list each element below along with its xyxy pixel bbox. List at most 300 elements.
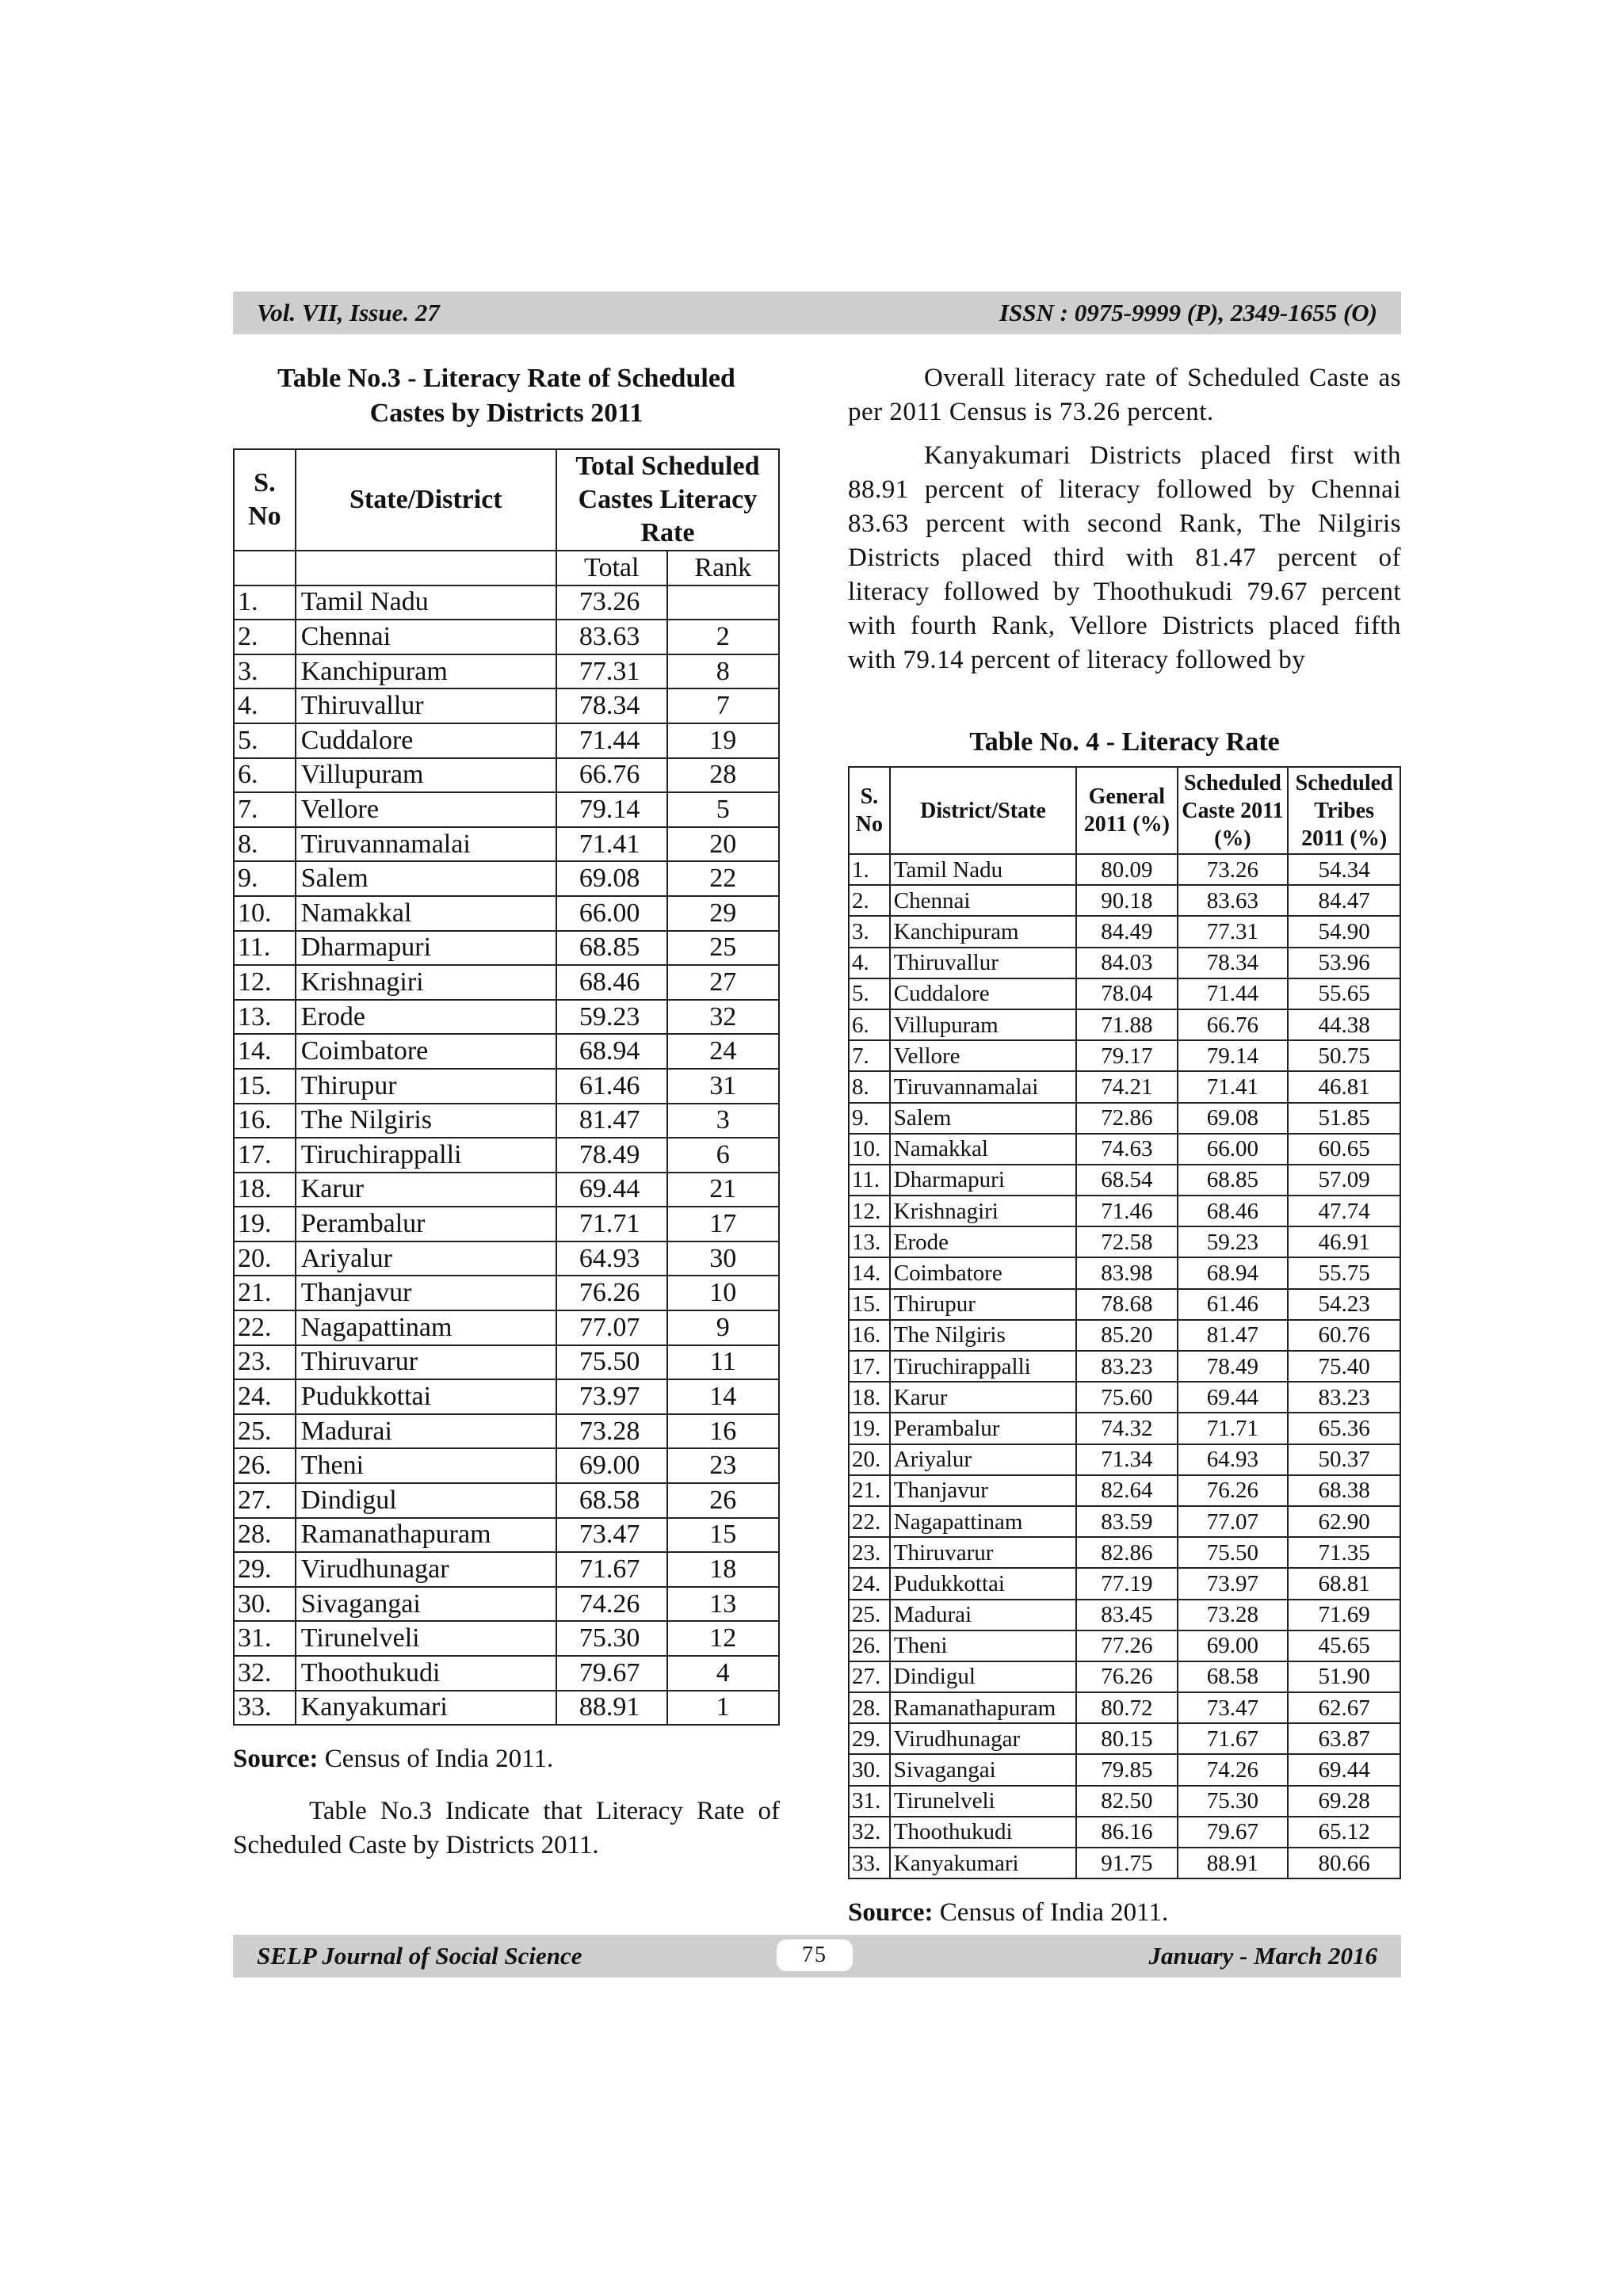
table4-cell-sno: 7. — [849, 1040, 890, 1071]
table4-cell-st: 71.69 — [1288, 1600, 1400, 1630]
table4-header-row — [849, 767, 1400, 854]
table3-row — [234, 654, 779, 689]
page-number: 75 — [777, 1939, 853, 1971]
table4-cell-st: 54.23 — [1288, 1289, 1400, 1320]
table4-cell-sc: 83.63 — [1178, 885, 1289, 916]
table4-cell-sno: 9. — [849, 1103, 890, 1134]
table4-cell-sno: 10. — [849, 1134, 890, 1165]
table4-header-sno: S. No — [849, 767, 890, 854]
table3-row — [234, 827, 779, 862]
table4-row — [849, 1351, 1400, 1382]
table3-cell-sno: 9. — [234, 861, 296, 896]
table3-row — [234, 1276, 779, 1310]
table3-cell-district: Karur — [296, 1173, 556, 1207]
table4-cell-sc: 76.26 — [1178, 1475, 1289, 1506]
table3-row — [234, 1448, 779, 1483]
table3-cell-sno: 2. — [234, 620, 296, 654]
table4-cell-district: Thanjavur — [890, 1475, 1076, 1506]
table3-cell-district: Thanjavur — [296, 1276, 556, 1310]
table4-cell-general: 72.86 — [1076, 1103, 1177, 1134]
table3-cell-total: 71.41 — [556, 827, 667, 862]
table3-row — [234, 931, 779, 966]
table4-row — [849, 1071, 1400, 1102]
table3-row — [234, 896, 779, 931]
table3-cell-rank: 15 — [667, 1518, 779, 1553]
journal-name: SELP Journal of Social Science — [257, 1942, 582, 1970]
table3-cell-rank: 5 — [667, 792, 779, 827]
table3-cell-district: Villupuram — [296, 758, 556, 793]
table3-cell-total: 83.63 — [556, 620, 667, 654]
table4-cell-general: 83.45 — [1076, 1600, 1177, 1630]
table4-cell-general: 75.60 — [1076, 1382, 1177, 1413]
table3-cell-total: 68.94 — [556, 1034, 667, 1069]
table3-cell-rank: 11 — [667, 1345, 779, 1380]
table3-cell-district: Thirupur — [296, 1069, 556, 1104]
table3-row — [234, 1034, 779, 1069]
table3-cell-sno: 30. — [234, 1587, 296, 1622]
table3-cell-total: 68.58 — [556, 1483, 667, 1518]
table3-cell-total: 68.46 — [556, 965, 667, 1000]
table4-header-st: Scheduled Tribes 2011 (%) — [1288, 767, 1400, 854]
table4-cell-district: Thiruvarur — [890, 1537, 1076, 1568]
table3-cell-total: 71.44 — [556, 723, 667, 758]
table3-cell-sno: 6. — [234, 758, 296, 793]
table4-cell-st: 44.38 — [1288, 1009, 1400, 1040]
table3-cell-rank: 14 — [667, 1379, 779, 1414]
table3-cell-sno: 29. — [234, 1552, 296, 1587]
table4-cell-general: 71.34 — [1076, 1444, 1177, 1475]
table3-cell-sno: 19. — [234, 1207, 296, 1241]
table3-cell-rank: 22 — [667, 861, 779, 896]
table4-body — [849, 854, 1400, 1878]
table3-cell-rank: 1 — [667, 1691, 779, 1726]
table4-source: Source: Census of India 2011. — [848, 1898, 1169, 1928]
table3-header-sno: S. No — [234, 449, 296, 551]
table4-row — [849, 1040, 1400, 1071]
table3-cell-sno: 11. — [234, 931, 296, 966]
table4-cell-district: Dindigul — [890, 1661, 1076, 1692]
table3-cell-district: Ariyalur — [296, 1241, 556, 1276]
table4-cell-st: 57.09 — [1288, 1165, 1400, 1196]
table3-cell-rank: 13 — [667, 1587, 779, 1622]
table3-cell-total: 75.30 — [556, 1621, 667, 1656]
table4-cell-general: 79.17 — [1076, 1040, 1177, 1071]
table3-cell-rank: 30 — [667, 1241, 779, 1276]
table3-cell-district: Thiruvallur — [296, 688, 556, 723]
table3-cell-total: 74.26 — [556, 1587, 667, 1622]
table4-cell-general: 72.58 — [1076, 1226, 1177, 1257]
table4-row — [849, 1600, 1400, 1630]
table4-cell-sno: 23. — [849, 1537, 890, 1568]
table4-row — [849, 1009, 1400, 1040]
table4-cell-st: 83.23 — [1288, 1382, 1400, 1413]
table4-cell-sno: 4. — [849, 948, 890, 978]
table4-cell-general: 83.59 — [1076, 1506, 1177, 1537]
table3-cell-rank: 9 — [667, 1310, 779, 1345]
table4-row — [849, 1630, 1400, 1661]
table4-cell-general: 77.26 — [1076, 1630, 1177, 1661]
table4-cell-district: Chennai — [890, 885, 1076, 916]
table4-row — [849, 948, 1400, 978]
table3-row — [234, 1379, 779, 1414]
table3-cell-sno: 23. — [234, 1345, 296, 1380]
table4-cell-sno: 13. — [849, 1226, 890, 1257]
table4-cell-general: 82.86 — [1076, 1537, 1177, 1568]
table3 — [233, 448, 780, 1726]
table3-cell-sno: 28. — [234, 1518, 296, 1553]
table4-cell-district: Tiruchirappalli — [890, 1351, 1076, 1382]
table4-cell-general: 86.16 — [1076, 1817, 1177, 1848]
table4-row — [849, 885, 1400, 916]
table4-cell-sno: 25. — [849, 1600, 890, 1630]
table4-cell-district: Thoothukudi — [890, 1817, 1076, 1848]
table4-cell-st: 84.47 — [1288, 885, 1400, 916]
table4-cell-general: 91.75 — [1076, 1848, 1177, 1878]
table3-row — [234, 1207, 779, 1241]
table3-cell-sno: 27. — [234, 1483, 296, 1518]
table3-row — [234, 723, 779, 758]
table4-cell-sc: 73.28 — [1178, 1600, 1289, 1630]
table3-cell-total: 68.85 — [556, 931, 667, 966]
table4 — [848, 766, 1401, 1879]
table4-cell-sc: 78.34 — [1178, 948, 1289, 978]
table4-cell-general: 71.46 — [1076, 1196, 1177, 1226]
table4-cell-sno: 29. — [849, 1723, 890, 1754]
table3-cell-sno: 17. — [234, 1138, 296, 1173]
table4-cell-sc: 71.71 — [1178, 1413, 1289, 1444]
table4-cell-sno: 12. — [849, 1196, 890, 1226]
table4-cell-st: 60.76 — [1288, 1320, 1400, 1351]
table3-cell-district: Tiruchirappalli — [296, 1138, 556, 1173]
table4-cell-general: 79.85 — [1076, 1754, 1177, 1785]
table3-row — [234, 1104, 779, 1138]
table4-cell-district: Tamil Nadu — [890, 854, 1076, 885]
table3-cell-total: 73.26 — [556, 585, 667, 620]
right-paragraph-2: Kanyakumari Districts placed first with 88.91 percent of literacy followed by Chennai 83.63 percent with second Rank, The Nilgiris Districts placed third with 81.47 percent of literacy followed by Thoothukudi 79.67 percent with fourth Rank, Vellore Districts placed fifth with 79.14 percent of literacy followed by — [848, 441, 1401, 674]
table3-cell-rank: 25 — [667, 931, 779, 966]
table3-cell-rank: 12 — [667, 1621, 779, 1656]
table3-cell-rank: 19 — [667, 723, 779, 758]
table4-cell-st: 68.81 — [1288, 1568, 1400, 1599]
table3-cell-sno: 26. — [234, 1448, 296, 1483]
volume-issue: Vol. VII, Issue. 27 — [257, 299, 440, 326]
table4-cell-district: Namakkal — [890, 1134, 1076, 1165]
table3-cell-sno: 5. — [234, 723, 296, 758]
table4-cell-district: Virudhunagar — [890, 1723, 1076, 1754]
table4-cell-district: Tirunelveli — [890, 1786, 1076, 1817]
table3-cell-district: Erode — [296, 1000, 556, 1035]
table4-cell-district: Kanchipuram — [890, 916, 1076, 947]
table3-row — [234, 1345, 779, 1380]
table4-cell-st: 55.75 — [1288, 1257, 1400, 1288]
table3-cell-total: 69.00 — [556, 1448, 667, 1483]
table3-cell-rank: 2 — [667, 620, 779, 654]
table4-cell-sc: 79.14 — [1178, 1040, 1289, 1071]
table3-cell-total: 75.50 — [556, 1345, 667, 1380]
table3-cell-total: 78.34 — [556, 688, 667, 723]
table3-cell-district: Theni — [296, 1448, 556, 1483]
table4-cell-sno: 6. — [849, 1009, 890, 1040]
table4-cell-sc: 69.00 — [1178, 1630, 1289, 1661]
table4-row — [849, 1257, 1400, 1288]
table4-cell-st: 45.65 — [1288, 1630, 1400, 1661]
table3-header-rank: Rank — [667, 551, 779, 585]
table4-cell-st: 54.90 — [1288, 916, 1400, 947]
table4-cell-sc: 68.58 — [1178, 1661, 1289, 1692]
table4-header-district: District/State — [890, 767, 1076, 854]
table4-cell-district: Erode — [890, 1226, 1076, 1257]
table4-row — [849, 1692, 1400, 1723]
table4-row — [849, 1817, 1400, 1848]
table4-cell-st: 71.35 — [1288, 1537, 1400, 1568]
table4-row — [849, 1289, 1400, 1320]
table3-cell-rank: 23 — [667, 1448, 779, 1483]
table4-cell-sno: 3. — [849, 916, 890, 947]
table4-row — [849, 1754, 1400, 1785]
table4-cell-sc: 77.07 — [1178, 1506, 1289, 1537]
table3-row — [234, 861, 779, 896]
table4-cell-general: 74.32 — [1076, 1413, 1177, 1444]
table3-cell-sno: 16. — [234, 1104, 296, 1138]
table4-cell-sno: 2. — [849, 885, 890, 916]
table4-row — [849, 916, 1400, 947]
table4-cell-sno: 32. — [849, 1817, 890, 1848]
table4-cell-general: 74.21 — [1076, 1071, 1177, 1102]
table4-cell-sc: 75.30 — [1178, 1786, 1289, 1817]
table4-cell-st: 54.34 — [1288, 854, 1400, 885]
table3-cell-sno: 20. — [234, 1241, 296, 1276]
table3-row — [234, 585, 779, 620]
table4-row — [849, 978, 1400, 1009]
table4-cell-sno: 19. — [849, 1413, 890, 1444]
table3-cell-district: Krishnagiri — [296, 965, 556, 1000]
table4-cell-sno: 22. — [849, 1506, 890, 1537]
table4-cell-st: 65.12 — [1288, 1817, 1400, 1848]
table3-row — [234, 1414, 779, 1449]
table3-row — [234, 1587, 779, 1622]
table4-row — [849, 1848, 1400, 1878]
table4-cell-st: 62.67 — [1288, 1692, 1400, 1723]
table4-row — [849, 1165, 1400, 1196]
table4-row — [849, 1786, 1400, 1817]
table3-cell-rank: 10 — [667, 1276, 779, 1310]
table4-cell-sc: 73.97 — [1178, 1568, 1289, 1599]
table4-cell-sno: 17. — [849, 1351, 890, 1382]
table4-cell-district: Vellore — [890, 1040, 1076, 1071]
table3-cell-sno: 25. — [234, 1414, 296, 1449]
table3-cell-district: Nagapattinam — [296, 1310, 556, 1345]
table3-cell-total: 66.00 — [556, 896, 667, 931]
table4-cell-sc: 69.08 — [1178, 1103, 1289, 1134]
table4-cell-district: Ramanathapuram — [890, 1692, 1076, 1723]
left-paragraph: Table No.3 Indicate that Literacy Rate of Scheduled Caste by Districts 2011. — [233, 1797, 780, 1860]
table4-cell-district: Cuddalore — [890, 978, 1076, 1009]
table4-cell-sc: 88.91 — [1178, 1848, 1289, 1878]
table4-cell-sc: 75.50 — [1178, 1537, 1289, 1568]
table4-cell-district: Thiruvallur — [890, 948, 1076, 978]
table3-cell-rank: 7 — [667, 688, 779, 723]
table3-cell-district: Coimbatore — [296, 1034, 556, 1069]
table3-cell-district: Dharmapuri — [296, 931, 556, 966]
table3-cell-total: 61.46 — [556, 1069, 667, 1104]
table4-cell-st: 53.96 — [1288, 948, 1400, 978]
table3-cell-rank: 20 — [667, 827, 779, 862]
table4-header-sc: Scheduled Caste 2011 (%) — [1178, 767, 1289, 854]
table3-cell-total: 79.14 — [556, 792, 667, 827]
table3-cell-rank: 27 — [667, 965, 779, 1000]
table4-row — [849, 1723, 1400, 1754]
table4-cell-sc: 59.23 — [1178, 1226, 1289, 1257]
table3-cell-rank: 18 — [667, 1552, 779, 1587]
table3-cell-total: 71.71 — [556, 1207, 667, 1241]
table4-cell-general: 84.03 — [1076, 948, 1177, 978]
table4-cell-sc: 73.47 — [1178, 1692, 1289, 1723]
table3-row — [234, 1691, 779, 1726]
table4-cell-sc: 81.47 — [1178, 1320, 1289, 1351]
table3-cell-district: Pudukkottai — [296, 1379, 556, 1414]
table3-row — [234, 1138, 779, 1173]
left-column — [233, 361, 780, 1863]
table3-cell-district: Ramanathapuram — [296, 1518, 556, 1553]
table3-cell-rank: 28 — [667, 758, 779, 793]
table4-row — [849, 1382, 1400, 1413]
table4-cell-sno: 30. — [849, 1754, 890, 1785]
table4-cell-district: Ariyalur — [890, 1444, 1076, 1475]
table3-row — [234, 620, 779, 654]
table3-cell-total: 88.91 — [556, 1691, 667, 1726]
table4-cell-district: Nagapattinam — [890, 1506, 1076, 1537]
table3-row — [234, 965, 779, 1000]
table3-cell-district: Virudhunagar — [296, 1552, 556, 1587]
table3-row — [234, 1241, 779, 1276]
table3-cell-district: Sivagangai — [296, 1587, 556, 1622]
table4-cell-general: 80.15 — [1076, 1723, 1177, 1754]
table3-cell-rank — [667, 585, 779, 620]
table3-cell-total: 66.76 — [556, 758, 667, 793]
table4-cell-sno: 14. — [849, 1257, 890, 1288]
table3-header-group: Total Scheduled Castes Literacy Rate — [556, 449, 779, 551]
table3-cell-sno: 1. — [234, 585, 296, 620]
table3-caption: Table No.3 - Literacy Rate of Scheduled Castes by Districts 2011 — [277, 364, 735, 428]
table4-cell-st: 46.91 — [1288, 1226, 1400, 1257]
table4-cell-district: Pudukkottai — [890, 1568, 1076, 1599]
issue-date: January - March 2016 — [1148, 1942, 1377, 1970]
table4-cell-st: 60.65 — [1288, 1134, 1400, 1165]
table4-caption: Table No. 4 - Literacy Rate — [969, 727, 1280, 757]
table3-cell-rank: 21 — [667, 1173, 779, 1207]
table3-subheader-row — [234, 551, 779, 585]
table3-cell-sno: 4. — [234, 688, 296, 723]
table3-subheader-blank — [234, 551, 296, 585]
table3-cell-sno: 21. — [234, 1276, 296, 1310]
table4-cell-sno: 33. — [849, 1848, 890, 1878]
table3-row — [234, 1000, 779, 1035]
table3-cell-rank: 8 — [667, 654, 779, 689]
right-paragraph-1: Overall literacy rate of Scheduled Caste as per 2011 Census is 73.26 percent. — [848, 364, 1401, 426]
table3-cell-sno: 7. — [234, 792, 296, 827]
table3-body — [234, 585, 779, 1726]
table4-cell-district: Perambalur — [890, 1413, 1076, 1444]
table4-cell-general: 85.20 — [1076, 1320, 1177, 1351]
table3-cell-sno: 8. — [234, 827, 296, 862]
right-column — [848, 361, 1401, 1928]
table3-cell-sno: 32. — [234, 1656, 296, 1691]
table4-cell-general: 83.98 — [1076, 1257, 1177, 1288]
table3-cell-rank: 32 — [667, 1000, 779, 1035]
table4-cell-general: 82.50 — [1076, 1786, 1177, 1817]
table3-cell-sno: 18. — [234, 1173, 296, 1207]
table3-cell-district: Dindigul — [296, 1483, 556, 1518]
table4-cell-general: 82.64 — [1076, 1475, 1177, 1506]
table4-row — [849, 1196, 1400, 1226]
table3-cell-total: 59.23 — [556, 1000, 667, 1035]
table3-cell-district: Namakkal — [296, 896, 556, 931]
table4-row — [849, 1103, 1400, 1134]
table4-cell-general: 74.63 — [1076, 1134, 1177, 1165]
table4-cell-general: 77.19 — [1076, 1568, 1177, 1599]
table4-cell-district: The Nilgiris — [890, 1320, 1076, 1351]
table4-cell-general: 84.49 — [1076, 916, 1177, 947]
table3-cell-district: Tiruvannamalai — [296, 827, 556, 862]
table4-cell-st: 50.37 — [1288, 1444, 1400, 1475]
table4-cell-st: 75.40 — [1288, 1351, 1400, 1382]
table3-cell-district: Thoothukudi — [296, 1656, 556, 1691]
table3-cell-total: 69.44 — [556, 1173, 667, 1207]
table3-cell-district: Perambalur — [296, 1207, 556, 1241]
table3-cell-sno: 33. — [234, 1691, 296, 1726]
table3-cell-sno: 14. — [234, 1034, 296, 1069]
table4-cell-district: Salem — [890, 1103, 1076, 1134]
table3-row — [234, 1069, 779, 1104]
table4-cell-st: 51.90 — [1288, 1661, 1400, 1692]
table3-cell-district: Kanchipuram — [296, 654, 556, 689]
table4-cell-sc: 66.00 — [1178, 1134, 1289, 1165]
table4-cell-sno: 24. — [849, 1568, 890, 1599]
table4-cell-general: 68.54 — [1076, 1165, 1177, 1196]
table4-cell-general: 80.09 — [1076, 854, 1177, 885]
table4-row — [849, 854, 1400, 885]
running-header — [233, 292, 1401, 334]
table3-cell-rank: 31 — [667, 1069, 779, 1104]
table3-cell-total: 73.47 — [556, 1518, 667, 1553]
table3-cell-total: 79.67 — [556, 1656, 667, 1691]
table3-cell-rank: 17 — [667, 1207, 779, 1241]
table4-cell-sno: 21. — [849, 1475, 890, 1506]
table4-cell-district: Theni — [890, 1630, 1076, 1661]
table4-cell-st: 55.65 — [1288, 978, 1400, 1009]
table3-row — [234, 1173, 779, 1207]
table4-cell-sno: 8. — [849, 1071, 890, 1102]
table3-cell-sno: 10. — [234, 896, 296, 931]
table4-cell-sno: 20. — [849, 1444, 890, 1475]
table4-row — [849, 1568, 1400, 1599]
table3-header-total: Total — [556, 551, 667, 585]
table4-cell-sc: 64.93 — [1178, 1444, 1289, 1475]
table4-cell-st: 63.87 — [1288, 1723, 1400, 1754]
table4-cell-sc: 68.94 — [1178, 1257, 1289, 1288]
table4-cell-district: Karur — [890, 1382, 1076, 1413]
table4-row — [849, 1226, 1400, 1257]
table4-cell-district: Kanyakumari — [890, 1848, 1076, 1878]
table4-cell-sc: 79.67 — [1178, 1817, 1289, 1848]
table4-cell-district: Dharmapuri — [890, 1165, 1076, 1196]
table3-cell-rank: 29 — [667, 896, 779, 931]
issn: ISSN : 0975-9999 (P), 2349-1655 (O) — [999, 299, 1377, 326]
table3-cell-total: 64.93 — [556, 1241, 667, 1276]
table4-cell-sc: 68.46 — [1178, 1196, 1289, 1226]
table4-cell-st: 62.90 — [1288, 1506, 1400, 1537]
table4-cell-st: 80.66 — [1288, 1848, 1400, 1878]
